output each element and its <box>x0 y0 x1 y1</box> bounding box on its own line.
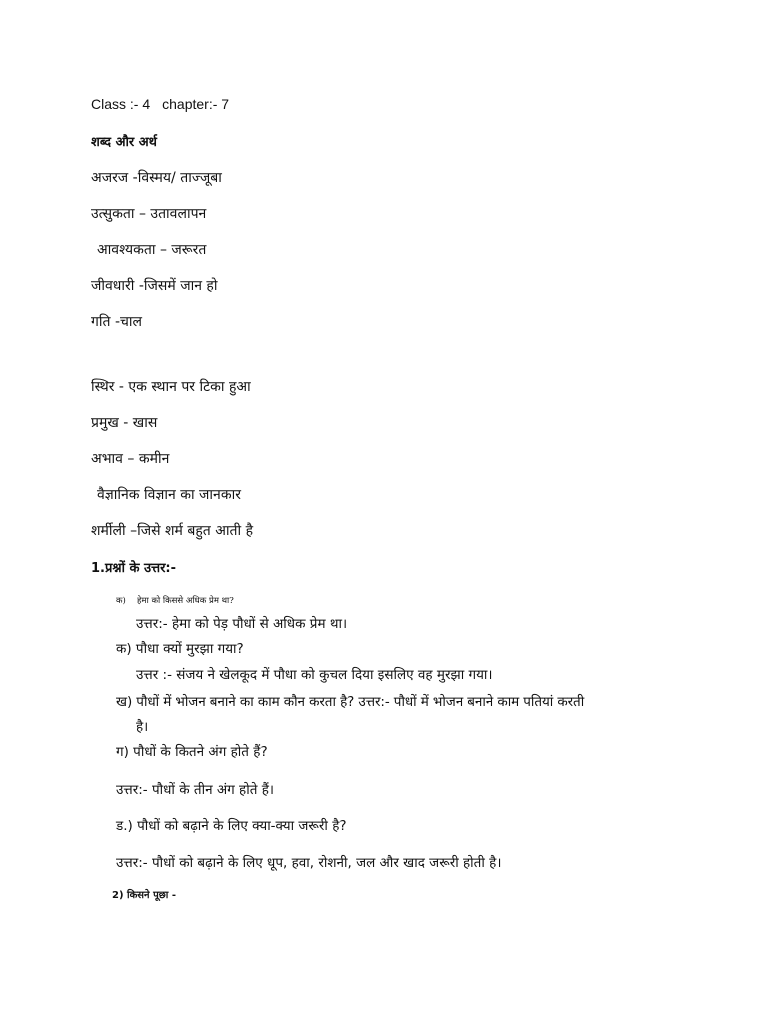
class-label: Class :- 4 <box>91 96 151 112</box>
answer-5: उत्तर:- पौधों को बढ़ाने के लिए धूप, हवा, रोशनी, जल और खाद जरूरी होती है। <box>116 855 502 871</box>
section-title-questions-answers: 1.प्रश्नों के उत्तर:- <box>91 561 176 576</box>
question-marker: क) <box>116 596 126 606</box>
question-5: ड.) पौधों को बढ़ाने के लिए क्या-क्या जरूरी है? <box>116 818 347 834</box>
word-meaning-item: प्रमुख - खास <box>91 415 158 431</box>
answer-2: उत्तर :- संजय ने खेलकूद में पौधा को कुचल दिया इसलिए वह मुरझा गया। <box>136 667 493 683</box>
word-meaning-item: स्थिर - एक स्थान पर टिका हुआ <box>91 379 251 395</box>
question-1: हेमा को किससे अधिक प्रेम था? <box>137 596 234 606</box>
section-title-who-asked: 2) किसने पूछा - <box>112 890 176 901</box>
class-chapter-header <box>91 97 229 112</box>
answer-3-continuation: है। <box>136 719 149 735</box>
word-meaning-item: जीवधारी -जिसमें जान हो <box>91 278 218 294</box>
word-meaning-item: शर्मीली –जिसे शर्म बहुत आती है <box>91 523 254 539</box>
answer-4: उत्तर:- पौधों के तीन अंग होते हैं। <box>116 782 274 798</box>
word-meaning-item: उत्सुकता – उतावलापन <box>91 206 207 222</box>
question-3-with-answer: ख) पौधों में भोजन बनाने का काम कौन करता है? उत्तर:- पौधों में भोजन बनाने काम पतियां करती <box>116 694 585 710</box>
question-4: ग) पौधों के कितने अंग होते हैं? <box>116 744 268 760</box>
word-meaning-item: गति -चाल <box>91 314 142 330</box>
answer-1: उत्तर:- हेमा को पेड़ पौधों से अधिक प्रेम था। <box>136 616 348 632</box>
word-meaning-item: आवश्यकता – जरूरत <box>97 242 207 258</box>
section-title-words-meanings: शब्द और अर्थ <box>91 135 157 150</box>
question-2: क) पौधा क्यों मुरझा गया? <box>116 641 244 657</box>
word-meaning-item: अजरज -विस्मय/ ताज्जूबा <box>91 170 222 186</box>
chapter-label: chapter:- 7 <box>162 96 230 112</box>
word-meaning-item: वैज्ञानिक विज्ञान का जानकार <box>97 487 241 503</box>
word-meaning-item: अभाव – कमीन <box>91 451 170 467</box>
